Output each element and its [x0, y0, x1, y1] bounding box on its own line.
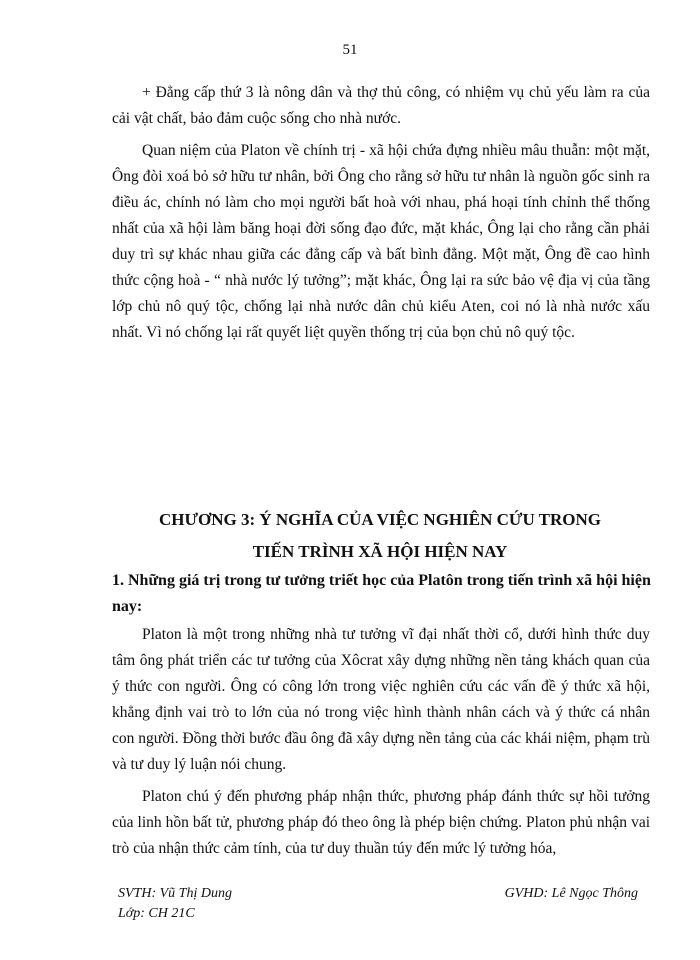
paragraph: + Đẳng cấp thứ 3 là nông dân và thợ thủ công, có nhiệm vụ chủ yếu làm ra của cải vật chất, bảo đảm cuộc sống cho nhà nước.: [112, 84, 650, 127]
chapter-title-line: CHƯƠNG 3: Ý NGHĨA CỦA VIỆC NGHIÊN CỨU TRONG: [158, 510, 602, 529]
footer-student: SVTH: Vũ Thị Dung: [118, 886, 232, 901]
page-number: 51: [342, 42, 358, 58]
top-text-block: [112, 80, 650, 352]
paragraph: Platon là một trong những nhà tư tưởng vĩ đại nhất thời cổ, dưới hình thức duy tâm ông phát triển các tư tưởng của Xôcrat xây dựng những nền tảng khách quan của ý thức con người. Ông có công lớn trong việc nghiên cứu các vấn đề ý thức xã hội, khẳng định vai trò to lớn của nó trong việc hình thành nhân cách và ý thức cá nhân con người. Đồng thời bước đầu ông đã xây dựng nền tảng của các khái niệm, phạm trù và tư duy lý luận nói chung.: [112, 626, 650, 773]
paragraph: Platon chú ý đến phương pháp nhận thức, phương pháp đánh thức sự hồi tưởng của linh hồn bất tử, phương pháp đó theo ông là phép biện chứng. Platon phủ nhận vai trò của nhận thức cảm tính, của tư duy thuần túy đến mức lý tưởng hóa,: [112, 788, 650, 857]
bottom-text-block: [112, 622, 650, 868]
footer-class: Lớp: CH 21C: [118, 906, 195, 921]
chapter-title-line: TIẾN TRÌNH XÃ HỘI HIỆN NAY: [252, 542, 508, 561]
page-footer: [118, 884, 638, 924]
footer-advisor: GVHD: Lê Ngọc Thông: [504, 886, 638, 901]
chapter-title: [100, 504, 660, 568]
section-heading: 1. Những giá trị trong tư tưởng triết học của Platôn trong tiến trình xã hội hiện nay:: [112, 572, 651, 615]
paragraph: Quan niệm của Platon về chính trị - xã hội chứa đựng nhiều mâu thuẫn: một mặt, Ông đòi xoá bỏ sở hữu tư nhân, bởi Ông cho rằng sở hữu tư nhân là nguồn gốc sinh ra điều ác, chính nó làm cho mọi người bất hoà với nhau, phá hoại tính chỉnh thể thống nhất của xã hội làm băng hoại đời sống đạo đức, mặt khác, Ông lại cho rằng cần phải duy trì sự khác nhau giữa các đẳng cấp và bất bình đẳng. Một mặt, Ông đề cao hình thức cộng hoà - “ nhà nước lý tưởng”; mặt khác, Ông lại ra sức bảo vệ địa vị của tầng lớp chủ nô quý tộc, chống lại nhà nước dân chủ kiểu Aten, coi nó là nhà nước xấu nhất. Vì nó chống lại rất quyết liệt quyền thống trị của bọn chủ nô quý tộc.: [112, 142, 650, 341]
